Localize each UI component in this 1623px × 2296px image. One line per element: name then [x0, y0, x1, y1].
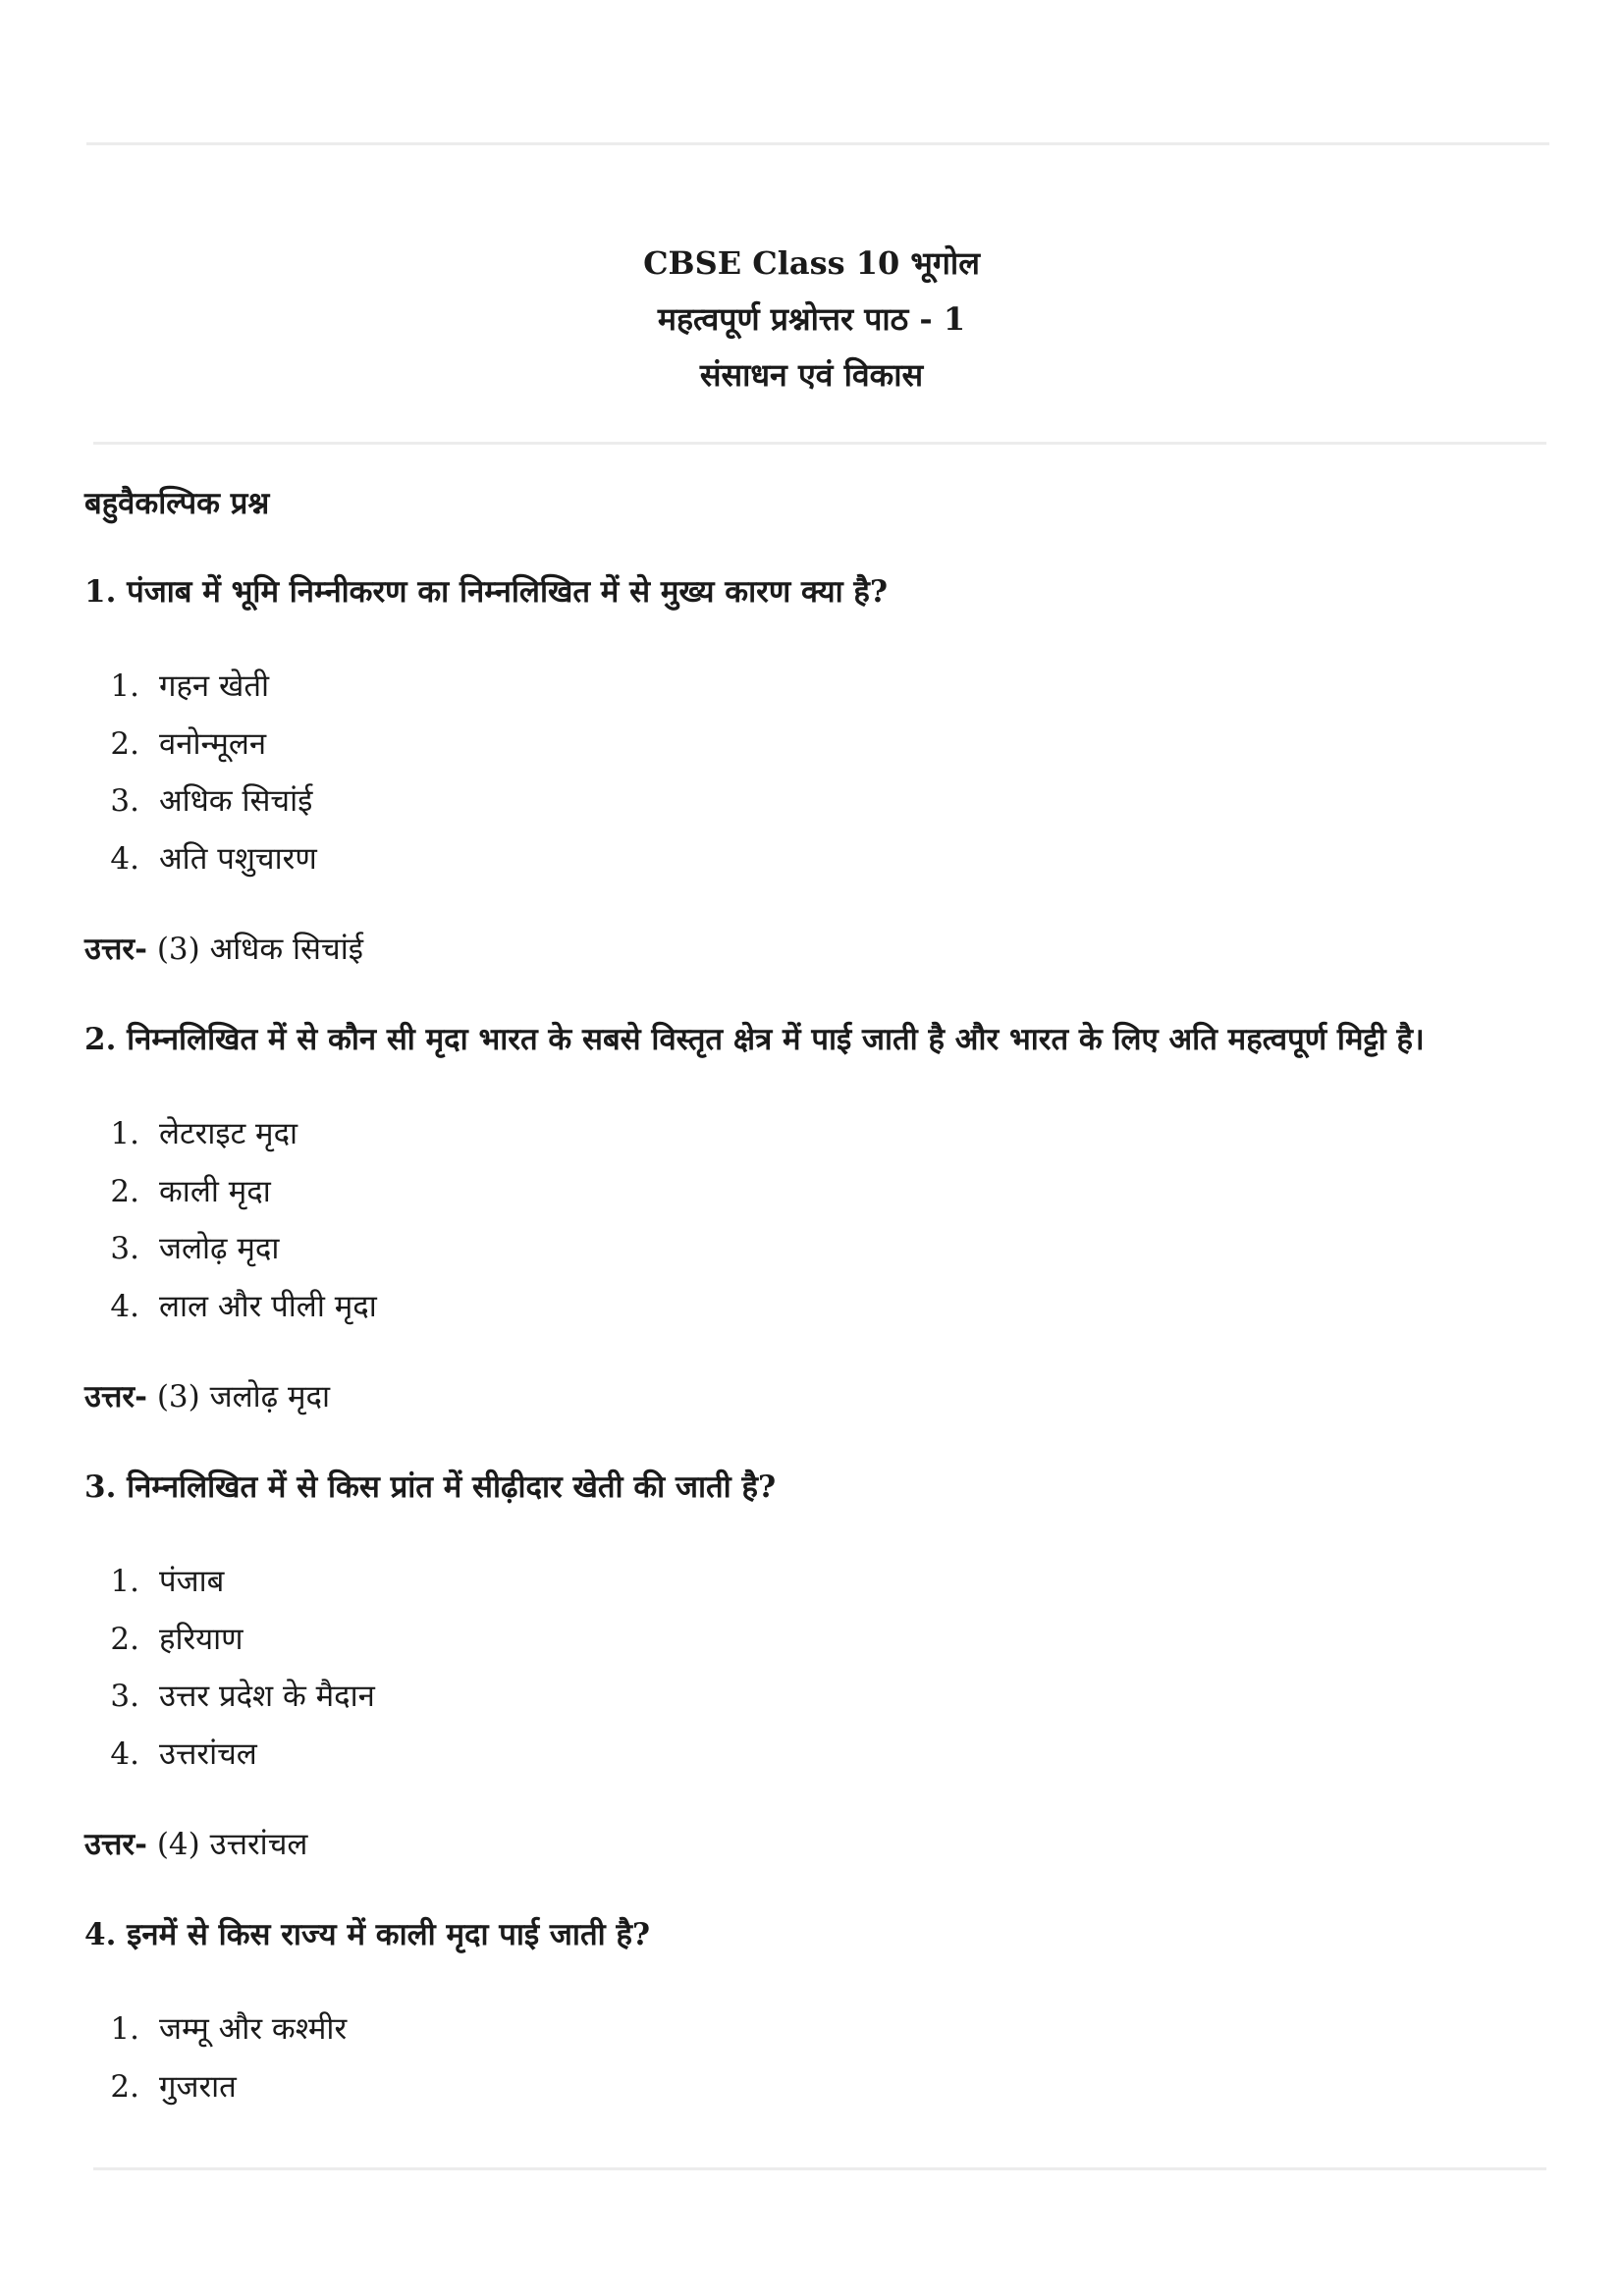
answer-2	[84, 1374, 1557, 1419]
option-text: लेटराइट मृदा	[159, 1116, 298, 1151]
option-number: 1.	[110, 668, 139, 704]
document-header	[0, 236, 1623, 403]
question-3: 3. निम्नलिखित में से किस प्रांत में सीढ़ीदार खेती की जाती है?	[84, 1469, 777, 1505]
option-number: 4.	[110, 840, 139, 877]
option-text: अधिक सिचांई	[159, 783, 313, 819]
option-item	[84, 773, 1557, 830]
option-text: उत्तरांचल	[159, 1735, 257, 1772]
option-item	[84, 1553, 1557, 1611]
option-text: लाल और पीली मृदा	[159, 1288, 377, 1324]
option-number: 3.	[110, 783, 139, 819]
question-4: 4. इनमें से किस राज्य में काली मृदा पाई जाती है?	[84, 1917, 651, 1952]
option-text: गहन खेती	[159, 668, 270, 704]
option-number: 3.	[110, 1231, 139, 1266]
option-item	[84, 1726, 1557, 1784]
option-number: 1.	[110, 1564, 139, 1599]
option-item	[84, 658, 1557, 716]
option-item	[84, 1668, 1557, 1726]
option-text: काली मृदा	[159, 1173, 271, 1209]
option-number: 1.	[110, 1116, 139, 1151]
header-chapter: संसाधन एवं विकास	[699, 356, 924, 394]
option-text: गुजरात	[159, 2068, 237, 2105]
option-number: 2.	[110, 725, 139, 762]
option-text: अति पशुचारण	[159, 840, 317, 877]
option-number: 4.	[110, 1735, 139, 1772]
answer-label: उत्तर-	[84, 1379, 147, 1415]
option-number: 1.	[110, 2011, 139, 2047]
answer-1	[84, 927, 1557, 972]
option-text: पंजाब	[159, 1564, 225, 1599]
question-2: 2. निम्नलिखित में से कौन सी मृदा भारत के सबसे विस्तृत क्षेत्र में पाई जाती है और भारत के लिए अति महत्वपूर्ण मिट्टी है।	[84, 1022, 1425, 1057]
option-text: वनोन्मूलन	[159, 725, 267, 762]
option-number: 2.	[110, 2068, 139, 2105]
option-item	[84, 2001, 1557, 2058]
bottom-divider	[93, 2167, 1546, 2170]
question-2-options	[84, 1105, 1557, 1335]
question-4-options	[84, 2001, 1557, 2115]
section-title: बहुवैकल्पिक प्रश्न	[84, 486, 270, 521]
option-item	[84, 1278, 1557, 1336]
option-item	[84, 1611, 1557, 1669]
answer-3	[84, 1822, 1557, 1867]
option-item	[84, 1105, 1557, 1163]
header-title: CBSE Class 10 भूगोल	[643, 244, 980, 282]
answer-label: उत्तर-	[84, 1827, 147, 1862]
answer-text: (4) उत्तरांचल	[146, 1827, 308, 1862]
option-item	[84, 1163, 1557, 1221]
document-body	[84, 479, 1557, 2155]
option-item	[84, 830, 1557, 888]
option-item	[84, 716, 1557, 774]
option-number: 2.	[110, 1173, 139, 1209]
option-number: 2.	[110, 1621, 139, 1657]
header-subtitle: महत्वपूर्ण प्रश्नोत्तर पाठ - 1	[657, 300, 966, 338]
question-3-options	[84, 1553, 1557, 1783]
option-number: 3.	[110, 1679, 139, 1714]
question-1-options	[84, 658, 1557, 887]
option-text: उत्तर प्रदेश के मैदान	[159, 1679, 375, 1714]
option-text: जम्मू और कश्मीर	[159, 2011, 348, 2047]
option-item	[84, 2058, 1557, 2116]
answer-text: (3) जलोढ़ मृदा	[146, 1379, 330, 1415]
option-item	[84, 1220, 1557, 1278]
option-text: जलोढ़ मृदा	[159, 1231, 280, 1266]
answer-label: उत्तर-	[84, 932, 147, 967]
top-divider	[86, 142, 1549, 145]
option-number: 4.	[110, 1288, 139, 1324]
question-1: 1. पंजाब में भूमि निम्नीकरण का निम्नलिखित में से मुख्य कारण क्या है?	[84, 574, 889, 610]
header-divider	[93, 442, 1546, 445]
answer-text: (3) अधिक सिचांई	[146, 932, 363, 967]
option-text: हरियाण	[159, 1621, 243, 1657]
